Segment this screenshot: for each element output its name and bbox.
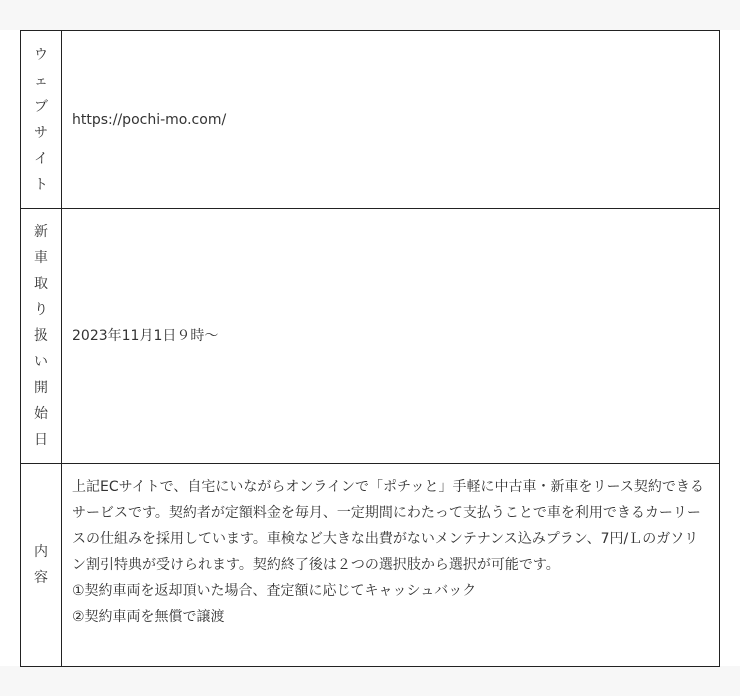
vertical-header-text [34, 42, 48, 198]
row-value-start-date: 2023年11月1日９時〜 [62, 209, 720, 464]
header-character: 扱 [34, 328, 48, 344]
page-sheet [0, 30, 740, 666]
header-character: 日 [34, 432, 48, 448]
row-value-content [62, 464, 720, 667]
table-row-website [21, 31, 720, 209]
header-character: ト [34, 176, 48, 193]
header-character: 容 [34, 570, 48, 586]
content-option-2: ②契約車両を無償で譲渡 [72, 609, 225, 625]
info-table [20, 30, 720, 667]
header-character: 取 [34, 276, 48, 292]
header-character: り [34, 302, 48, 318]
header-character: イ [34, 150, 48, 167]
header-character: 車 [34, 250, 48, 266]
header-character: ブ [34, 98, 48, 115]
content-option-1: ①契約車両を返却頂いた場合、査定額に応じてキャッシュバック [72, 583, 477, 599]
vertical-header-text [34, 539, 48, 591]
table-row-start-date [21, 209, 720, 464]
content-paragraph [72, 474, 709, 630]
website-link[interactable]: https://pochi-mo.com/ [72, 111, 227, 128]
header-character: ウ [34, 46, 48, 63]
header-character: 新 [34, 224, 48, 240]
row-header-start-date [21, 209, 62, 464]
row-header-website [21, 31, 62, 209]
header-character: 始 [34, 406, 48, 422]
vertical-header-text [34, 219, 48, 453]
header-character: ェ [34, 72, 48, 89]
content-description: 上記ECサイトで、自宅にいながらオンラインで「ポチッと」手軽に中古車・新車をリース契約できるサービスです。契約者が定額料金を毎月、一定期間にわたって支払うことで車を利用できるカーリースの仕組みを採用しています。車検など大きな出費がないメンテナンス込みプラン、7円/Ｌのガソリン割引特典が受けられます。契約終了後は２つの選択肢から選択が可能です。 [72, 479, 704, 573]
header-character: 内 [34, 544, 48, 560]
row-header-content [21, 464, 62, 667]
header-character: 開 [34, 380, 48, 396]
table-row-content [21, 464, 720, 667]
row-value-website [62, 31, 720, 209]
header-character: サ [34, 124, 48, 141]
header-character: い [34, 354, 48, 370]
